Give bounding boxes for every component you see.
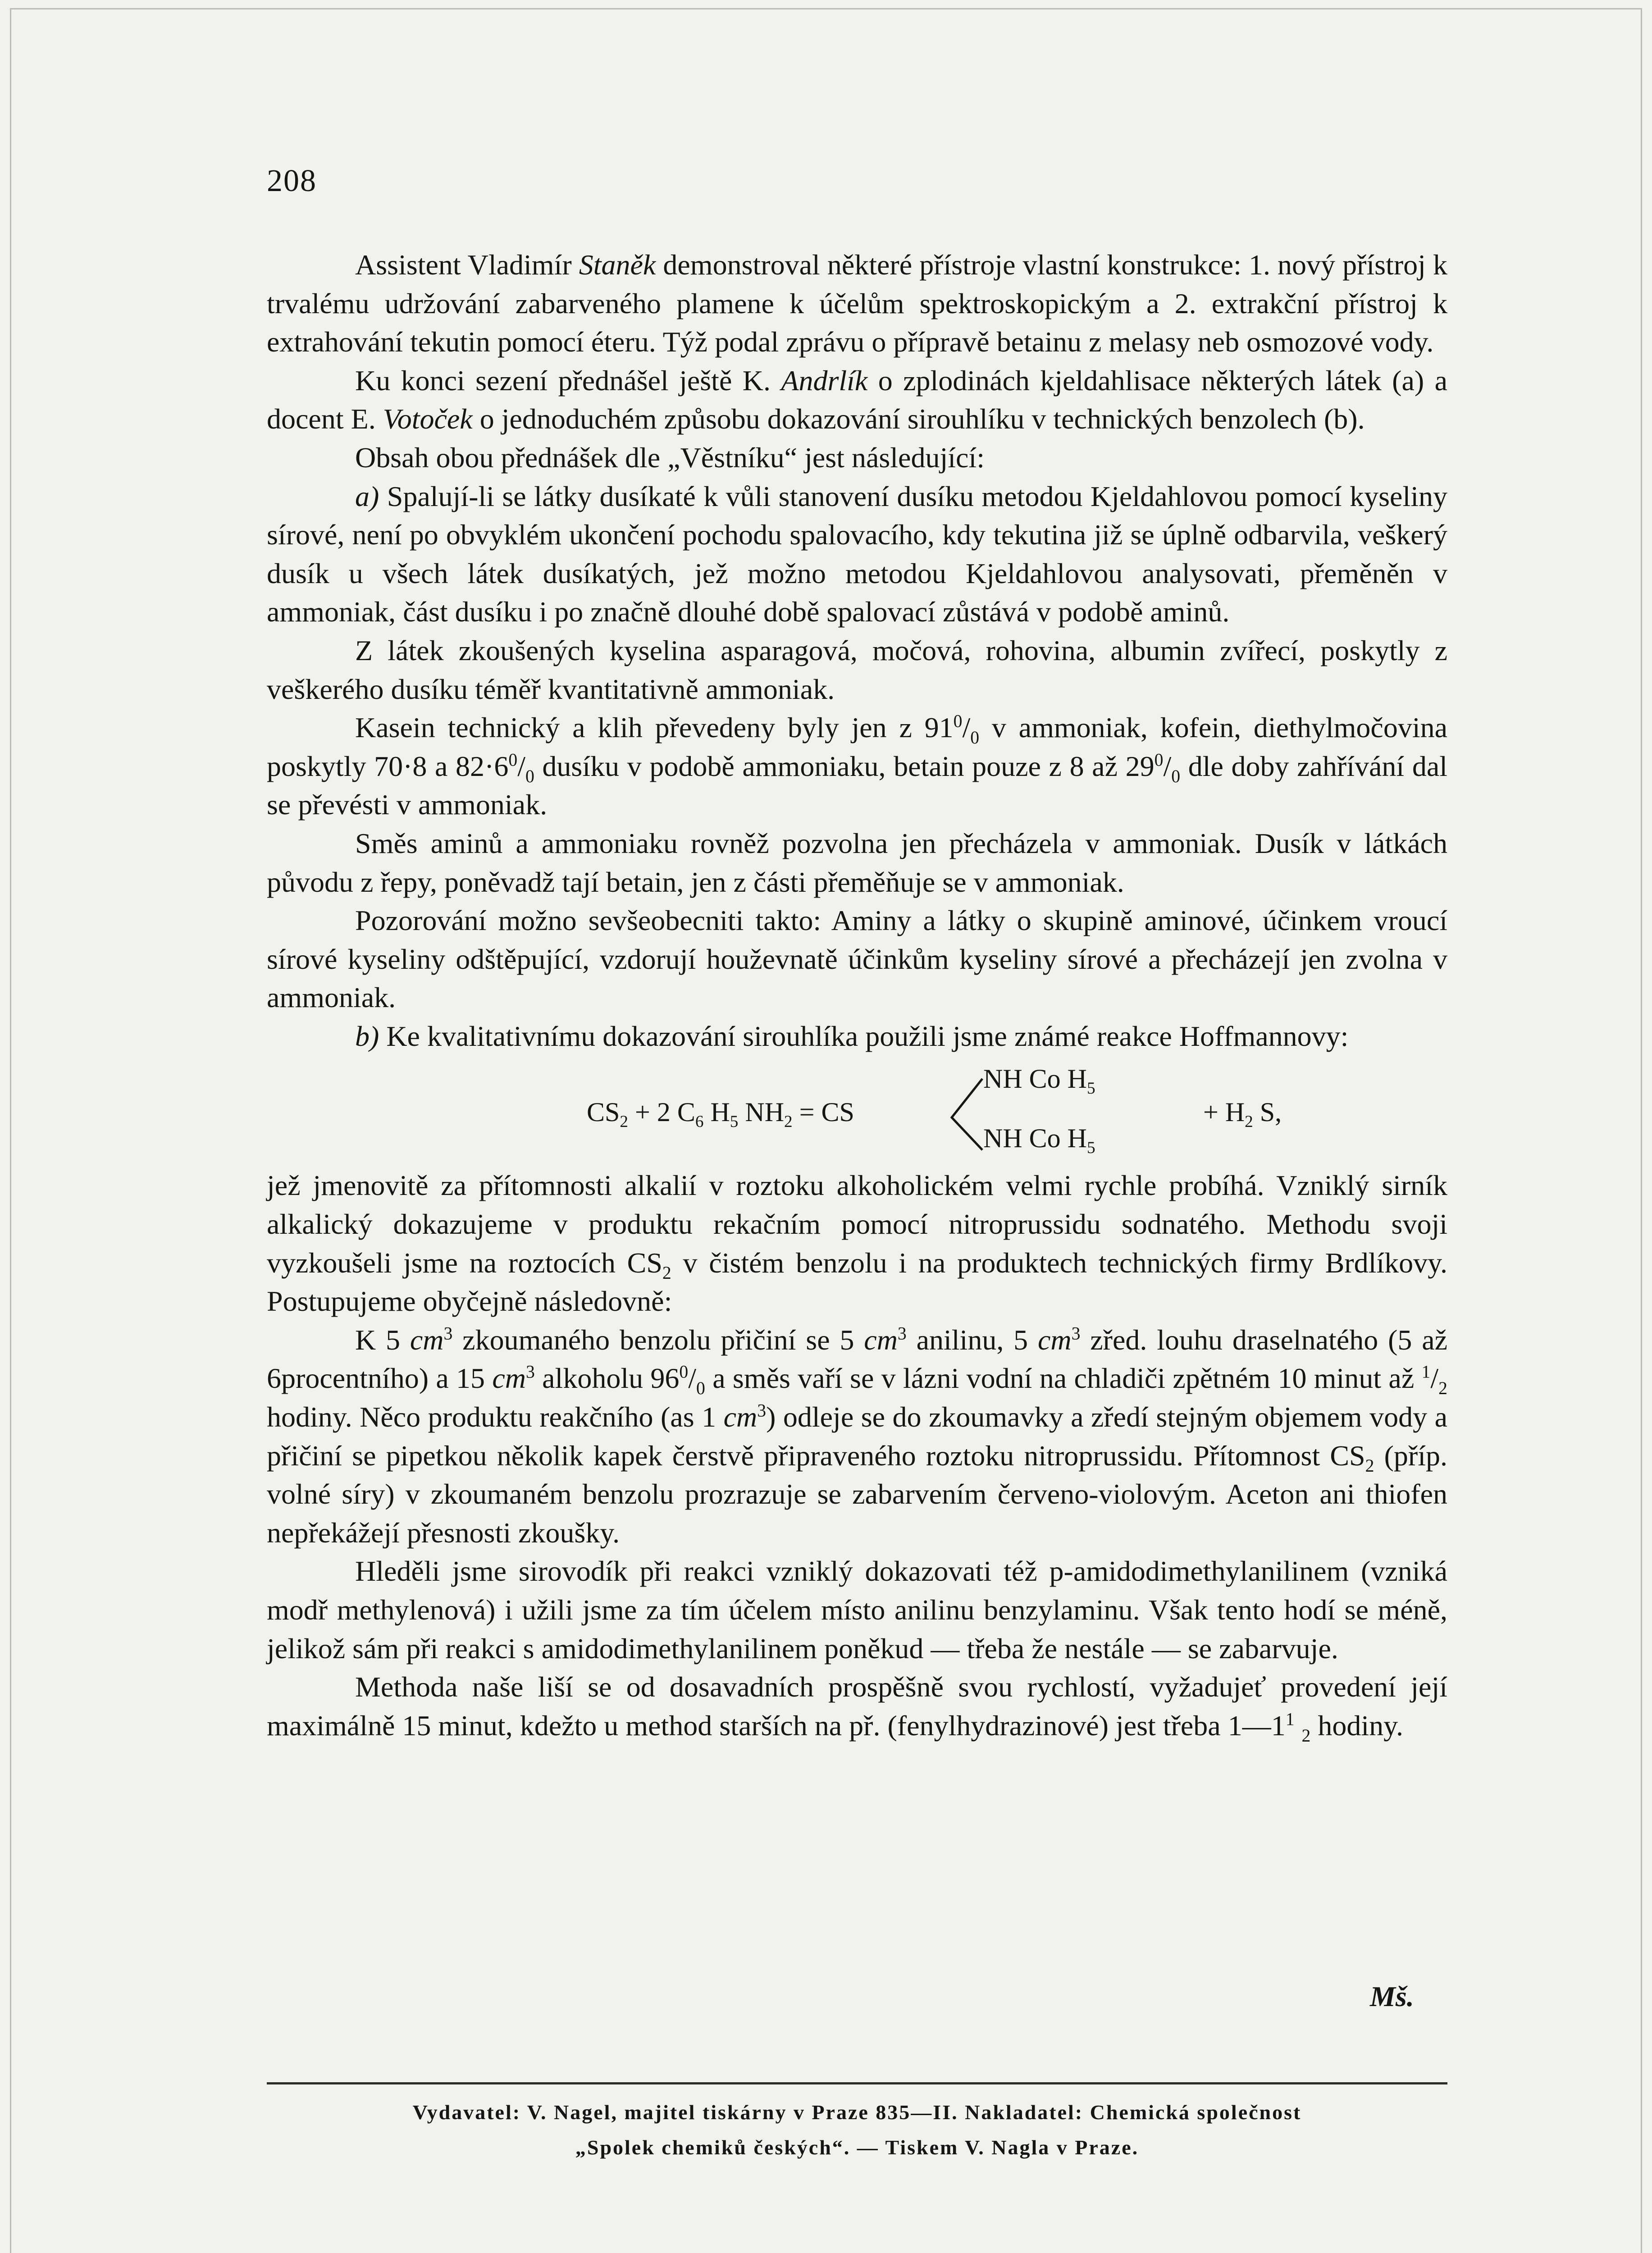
paragraph-p11	[267, 1321, 1447, 1552]
superscript: 0	[679, 1362, 689, 1382]
superscript: 1	[1285, 1709, 1295, 1729]
paragraph-p10	[267, 1166, 1447, 1320]
text-run: Směs aminů a ammoniaku rovněž pozvolna jen přecházela v ammoniak. Dusík v látkách původu z řepy, poněvadž tají betain, jen z části přeměňuje se v ammoniak.	[267, 827, 1447, 898]
paragraph-p7	[267, 824, 1447, 901]
italic-text: b)	[355, 1020, 379, 1052]
subscript: 0	[1171, 766, 1181, 786]
subscript: 5	[1087, 1079, 1095, 1098]
imprint-line-2: „Spolek chemiků českých“. — Tiskem V. Nagla v Praze.	[575, 2136, 1139, 2159]
article-body	[267, 246, 1447, 1745]
text-run: Obsah obou přednášek dle „Věstníku“ jest následující:	[355, 441, 985, 474]
text-run: Z látek zkoušených kyselina asparagová, močová, rohovina, albumin zvířecí, poskytly z veškerého dusíku téměř kvantitativně ammoniak.	[267, 634, 1447, 705]
italic-text: Staněk	[579, 249, 656, 281]
subscript: 2	[784, 1113, 793, 1131]
subscript: 5	[1087, 1139, 1095, 1158]
text-run: alkoholu 96	[534, 1362, 680, 1395]
text-run: S,	[1253, 1097, 1282, 1127]
superscript: 3	[897, 1323, 907, 1344]
formula-right	[1203, 1097, 1282, 1131]
text-run	[1295, 1710, 1302, 1742]
text-run: Methoda naše liší se od dosavadních prospěšně svou rychlostí, vyžadujeť provedení její maximálně 15 minut, kdežto u method starších na př. (fenylhydrazinové) jest třeba 1—1	[267, 1671, 1447, 1742]
italic-text: cm	[864, 1323, 898, 1356]
paragraph-p12	[267, 1552, 1447, 1668]
text-run: o jednoduchém způsobu dokazování sirouhlíku v technických benzolech (b).	[472, 403, 1365, 435]
superscript: 0	[508, 750, 518, 770]
page-number: 208	[267, 164, 317, 198]
text-run: v čistém benzolu i na produktech technických firmy Brdlíkovy. Postupujeme obyčejně následovně:	[267, 1246, 1448, 1318]
text-run: Spalují-li se látky dusíkaté k vůli stanovení dusíku metodou Kjeldahlovou pomocí kyseliny sírové, není po obvyklém ukončení pochodu spalovacího, kdy tekutina již se úplně odbarvila, veškerý dusík u všech látek dusíkatých, jež možno metodou Kjeldahlovou analysovati, přeměněn v ammoniak, část dusíku i po značně dlouhé době spalovací zůstává v podobě aminů.	[267, 480, 1447, 628]
text-run: Ku konci sezení přednášel ještě K.	[355, 364, 781, 397]
formula-branch-bottom	[983, 1123, 1095, 1158]
text-run: /	[1430, 1362, 1439, 1395]
text-run: + 2 C	[628, 1097, 695, 1127]
paragraphs-before-formula	[267, 246, 1447, 1055]
text-run: K 5	[355, 1323, 410, 1356]
text-run: zkoumaného benzolu přičiní se 5	[452, 1323, 864, 1356]
text-run: demonstroval některé přístroje vlastní konstrukce: 1. nový přístroj k trvalému udržování zabarveného plamene k účelům spektroskopickým a 2. extrakční přístroj k extrahování tekutin pomocí éteru. Týž podal zprávu o přípravě betainu z melasy neb osmozové vody.	[267, 249, 1448, 358]
paragraph-p8	[267, 901, 1447, 1017]
text-run: H	[703, 1097, 730, 1127]
imprint-line-1: Vydavatel: V. Nagel, majitel tiskárny v Praze 835—II. Nakladatel: Chemická společnost	[412, 2101, 1302, 2124]
superscript: 1	[1421, 1362, 1431, 1382]
superscript: 3	[525, 1362, 535, 1382]
subscript: 2	[1245, 1113, 1253, 1131]
text-run: NH	[738, 1097, 785, 1127]
imprint	[267, 2095, 1447, 2165]
subscript: 0	[525, 766, 534, 786]
subscript: 5	[730, 1113, 739, 1131]
text-run: NH Co H	[983, 1064, 1087, 1094]
text-run: /	[517, 750, 525, 782]
subscript: 0	[696, 1378, 705, 1399]
author-signature: Mš.	[1370, 1980, 1414, 2012]
formula-branch-top	[983, 1064, 1095, 1098]
text-run: (příp. volné síry) v zkoumaném benzolu prozrazuje se zabarvením červeno-violovým. Aceton ani thiofen nepřekážejí přesnosti zkoušky.	[267, 1439, 1448, 1549]
paragraph-p2	[267, 361, 1447, 438]
italic-text: cm	[410, 1323, 444, 1356]
formula-left	[587, 1097, 854, 1131]
text-run: = CS	[792, 1097, 854, 1127]
paragraph-p3	[267, 438, 1447, 477]
subscript: 2	[1301, 1725, 1311, 1746]
paragraph-p13	[267, 1668, 1447, 1745]
text-run: a směs vaří se v lázni vodní na chladiči zpětném 10 minut až	[705, 1362, 1422, 1395]
text-run: anilinu, 5	[906, 1323, 1038, 1356]
text-run: /	[1163, 750, 1172, 782]
superscript: 3	[443, 1323, 453, 1344]
superscript: 0	[1154, 750, 1164, 770]
paragraph-p5	[267, 631, 1447, 708]
paragraph-p1	[267, 246, 1447, 361]
subscript: 2	[1438, 1378, 1447, 1399]
subscript: 2	[1365, 1455, 1374, 1476]
text-run: zřed. louhu draselnatého (5 až 6procentního) a 15	[267, 1323, 1448, 1395]
footer-rule	[267, 2082, 1447, 2084]
italic-text: Andrlík	[781, 364, 868, 397]
text-run: CS	[587, 1097, 620, 1127]
paragraph-p9	[267, 1017, 1447, 1056]
text-run: ) odleje se do zkoumavky a zředí stejným objemem vody a přičiní se pipetkou několik kapek čerstvě připraveného roztoku nitroprussidu. Přítomnost CS	[267, 1401, 1448, 1472]
text-run: Hleděli jsme sirovodík při reakci vzniklý dokazovati též p-amidodimethylanilinem (vzniká modř methylenová) i užili jsme za tím účelem místo anilinu benzylaminu. Však tento hodí se méně, jelikož sám při reakci s amidodimethylanilinem poněkud — třeba že nestále — se zabarvuje.	[267, 1555, 1447, 1665]
italic-text: cm	[723, 1401, 758, 1433]
formula-bracket-icon	[948, 1076, 984, 1153]
italic-text: Votoček	[383, 403, 473, 435]
text-run: dusíku v podobě ammoniaku, betain pouze z 8 až 29	[534, 750, 1155, 782]
text-run: v ammoniak, kofein, diethylmočovina poskytly 70·8 a 82·6	[267, 711, 1447, 782]
superscript: 3	[757, 1400, 767, 1421]
text-run: Pozorování možno sevšeobecniti takto: Aminy a látky o skupině aminové, účinkem vroucí sírové kyseliny odštěpující, vzdorují houževnatě účinkům kyseliny sírové a přecházejí jen zvolna v ammoniak.	[267, 904, 1447, 1014]
italic-text: cm	[1037, 1323, 1072, 1356]
paragraph-p6	[267, 708, 1447, 824]
italic-text: a)	[355, 480, 379, 512]
paragraphs-after-formula	[267, 1166, 1447, 1745]
italic-text: cm	[492, 1362, 526, 1395]
subscript: 0	[970, 727, 980, 748]
text-run: jež jmenovitě za přítomnosti alkalií v roztoku alkoholickém velmi rychle probíhá. Vzniklý sirník alkalický dokazujeme v produktu rekačním pomocí nitroprussidu sodnatého. Methodu svoji vyzkoušeli jsme na roztocích CS	[267, 1169, 1447, 1279]
text-run: hodiny.	[1310, 1709, 1403, 1742]
text-run: o zplodinách kjeldahlisace některých látek (a) a docent E.	[267, 364, 1448, 435]
paragraph-p4	[267, 477, 1447, 631]
text-run: NH Co H	[983, 1123, 1087, 1154]
text-run: hodiny. Něco produktu reakčního (as 1	[267, 1401, 724, 1433]
text-run: + H	[1203, 1097, 1245, 1127]
superscript: 0	[953, 711, 963, 731]
subscript: 6	[695, 1113, 704, 1131]
text-run: Assistent Vladimír	[355, 249, 579, 281]
text-run: dle doby zahřívání dal se převésti v ammoniak.	[267, 750, 1448, 821]
chemical-formula	[267, 1065, 1447, 1162]
superscript: 3	[1071, 1323, 1081, 1344]
subscript: 2	[620, 1113, 628, 1131]
text-run: Ke kvalitativnímu dokazování sirouhlíka použili jsme známé reakce Hoffmannovy:	[379, 1020, 1349, 1052]
subscript: 2	[662, 1263, 671, 1283]
text-run: /	[688, 1362, 697, 1395]
text-run: /	[962, 711, 971, 744]
text-run: Kasein technický a klih převedeny byly jen z 91	[355, 711, 954, 744]
